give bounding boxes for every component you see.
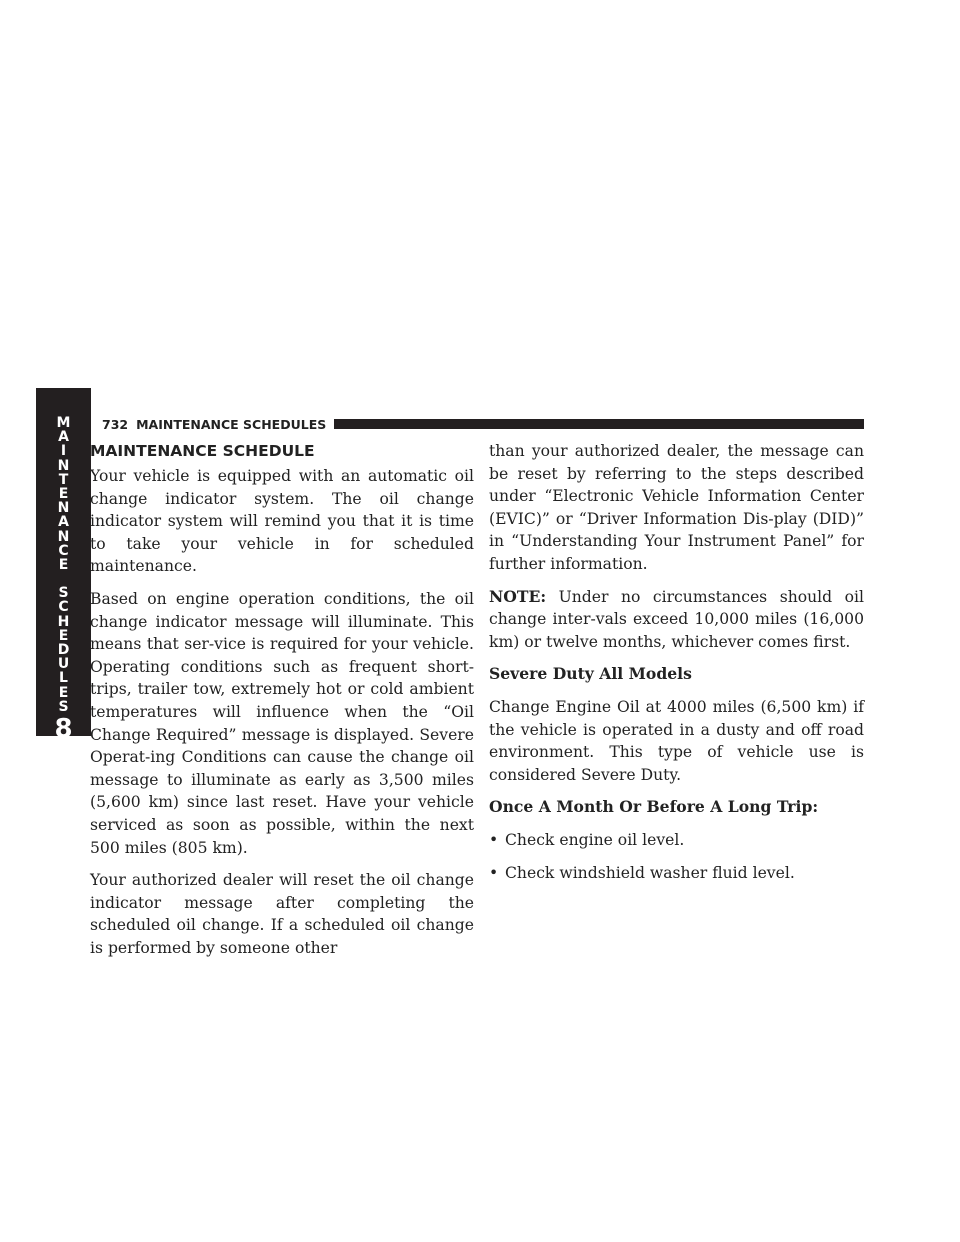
page-header bbox=[102, 416, 864, 432]
chapter-tab-letter: N bbox=[57, 528, 70, 545]
chapter-tab-letter: I bbox=[60, 443, 67, 460]
chapter-number: 8 bbox=[54, 713, 73, 744]
page-number: 732 bbox=[102, 416, 129, 432]
list-item bbox=[489, 829, 864, 852]
subheading-monthly: Once A Month Or Before A Long Trip: bbox=[489, 797, 819, 817]
chapter-tab-letter: E bbox=[58, 627, 69, 644]
header-rule bbox=[334, 419, 864, 429]
chapter-tab-letter: S bbox=[58, 585, 69, 602]
chapter-tab-letter: H bbox=[57, 613, 70, 630]
chapter-tab-letter: E bbox=[58, 485, 69, 502]
body-paragraph: Your authorized dealer will reset the oil change indicator message after completing the scheduled oil change. If a scheduled oil change is performed by someone other bbox=[90, 871, 474, 957]
subheading-severe-duty: Severe Duty All Models bbox=[489, 664, 692, 684]
chapter-tab-letter: N bbox=[57, 457, 70, 474]
list-item-text: Check windshield washer fluid level. bbox=[505, 863, 795, 882]
chapter-tab-letter: S bbox=[58, 698, 69, 715]
chapter-tab-letter: L bbox=[59, 670, 68, 687]
chapter-tab-letter: N bbox=[57, 500, 70, 517]
chapter-tab-letter: C bbox=[58, 599, 69, 616]
right-column bbox=[489, 440, 864, 894]
bullet-icon: • bbox=[489, 830, 499, 849]
body-paragraph: than your authorized dealer, the message can be reset by referring to the steps described under “Electronic Vehicle Information Center (EVIC)” or “Driver Information Dis-play (DID)” in “Understanding Your Instrument Panel” for further information. bbox=[489, 442, 864, 573]
section-title: MAINTENANCE SCHEDULE bbox=[90, 442, 315, 460]
chapter-tab-letter: U bbox=[57, 656, 70, 673]
note-label: NOTE: bbox=[489, 586, 547, 606]
list-item bbox=[489, 862, 864, 885]
checklist bbox=[489, 829, 864, 884]
note-paragraph bbox=[489, 586, 864, 654]
chapter-tab-letter: T bbox=[58, 471, 69, 488]
note-text: Under no circumstances should oil change inter-vals exceed 10,000 miles (16,000 km) or twelve months, whichever comes first. bbox=[489, 587, 864, 651]
chapter-tab-letter: M bbox=[56, 415, 71, 431]
chapter-tab-letter: C bbox=[58, 542, 69, 559]
bullet-icon: • bbox=[489, 863, 499, 882]
chapter-tab-letter: E bbox=[58, 556, 69, 573]
chapter-tab-letter: D bbox=[57, 642, 70, 658]
chapter-side-tab bbox=[36, 388, 91, 744]
chapter-tab-letter: A bbox=[58, 514, 69, 531]
chapter-tab-letter: E bbox=[58, 684, 69, 701]
chapter-tab-letter: A bbox=[58, 429, 69, 446]
body-paragraph: Based on engine operation conditions, the oil change indicator message will illuminate. This means that ser-vice is required for your vehicle. Operating conditions such as frequent short-trips, trailer tow, extremely hot or cold ambient temperatures will influence when the “Oil Change Required” message is displayed. Severe Operat-ing Conditions can cause the change oil message to illuminate as early as 3,500 miles (5,600 km) since last reset. Have your vehicle serviced as soon as possible, within the next 500 miles (805 km). bbox=[90, 589, 474, 857]
body-paragraph: Your vehicle is equipped with an automatic oil change indicator system. The oil change indicator system will remind you that it is time to take your vehicle in for scheduled maintenance. bbox=[90, 467, 474, 576]
chapter-tab-letters bbox=[57, 416, 71, 714]
body-paragraph: Change Engine Oil at 4000 miles (6,500 km) if the vehicle is operated in a dusty and off road environment. This type of vehicle use is considered Severe Duty. bbox=[489, 697, 864, 784]
left-column bbox=[90, 440, 474, 969]
running-header-title: MAINTENANCE SCHEDULES bbox=[136, 416, 327, 432]
list-item-text: Check engine oil level. bbox=[505, 830, 685, 849]
